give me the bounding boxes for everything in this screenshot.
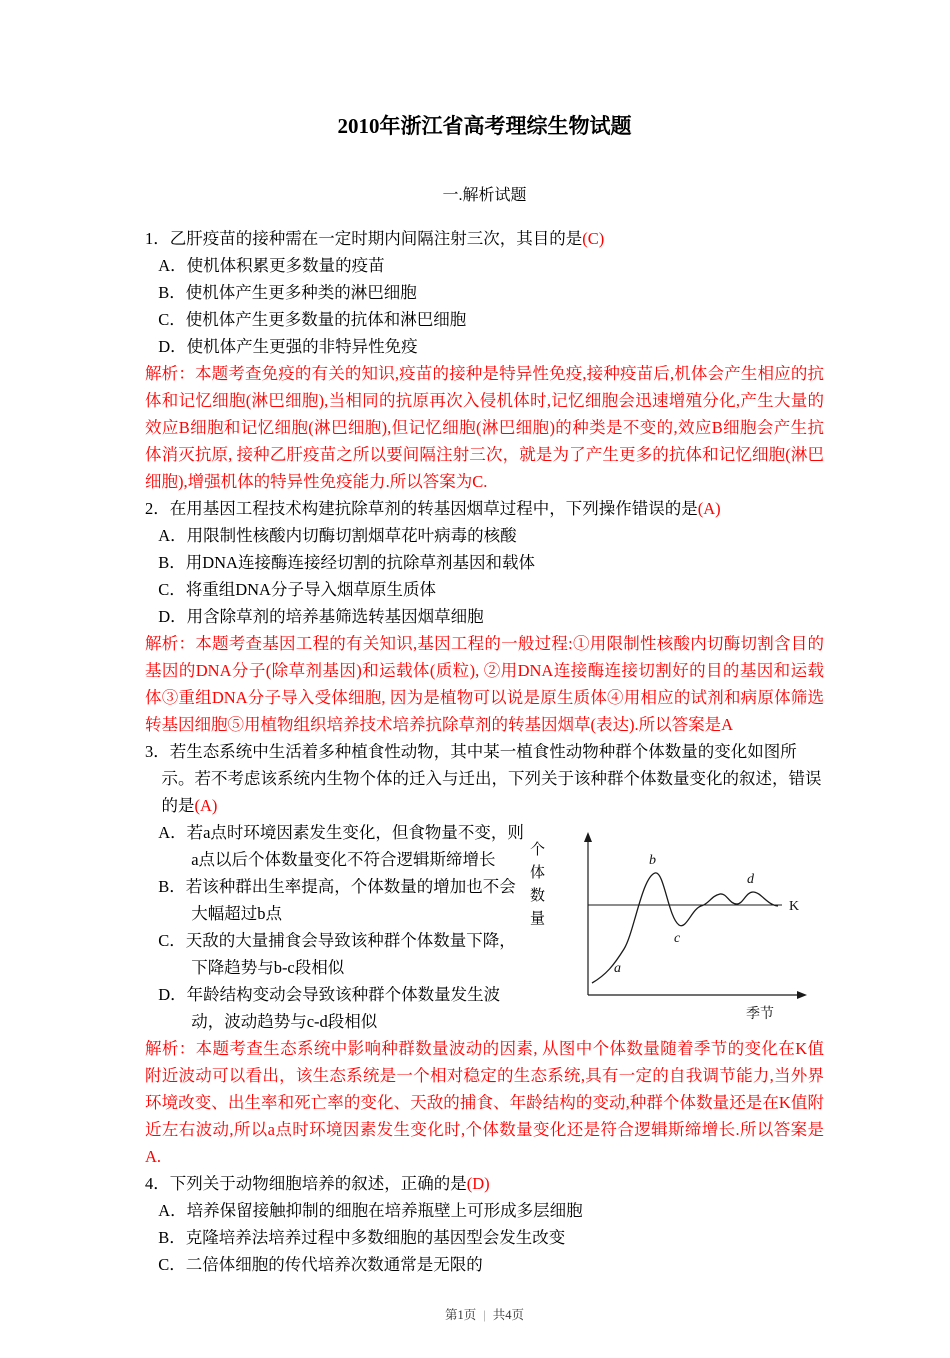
question-3-option-c: C．天敌的大量捕食会导致该种群个体数量下降，下降趋势与b-c段相似 xyxy=(158,931,516,977)
question-4-option-b: B．克隆培养法培养过程中多数细胞的基因型会发生改变 xyxy=(158,1228,566,1247)
section-heading: 一.解析试题 xyxy=(442,187,527,204)
question-4-option-a: A．培养保留接触抑制的细胞在培养瓶壁上可形成多层细胞 xyxy=(158,1201,583,1220)
question-2-analysis: 解析：本题考查基因工程的有关知识,基因工程的一般过程:①用限制性核酸内切酶切割含目的基因的DNA分子(除草剂基因)和运载体(质粒), ②用DNA连接酶连接切割好的目的基因和运载体③重组DNA分子导入受体细胞, 因为是植物可以说是原生质体④用相应的试剂和病原体筛选转基因细胞⑤用植物组织培养技术培养抗除草剂的转基因烟草(表达).所以答案是A xyxy=(145,634,824,734)
question-2-option-d: D．用含除草剂的培养基筛选转基因烟草细胞 xyxy=(158,607,484,626)
footer-page-number: 第1页 xyxy=(444,1308,477,1322)
question-1-answer: (C) xyxy=(582,229,605,248)
curve-point-d-label: d xyxy=(747,872,754,887)
question-3 xyxy=(145,738,824,1170)
question-2-answer: (A) xyxy=(697,499,721,518)
question-1-option-d: D．使机体产生更强的非特异性免疫 xyxy=(158,337,418,356)
footer-separator: | xyxy=(483,1308,486,1322)
question-2 xyxy=(145,495,824,738)
question-4-option-c: C．二倍体细胞的传代培养次数通常是无限的 xyxy=(158,1255,483,1274)
question-4-answer: (D) xyxy=(466,1174,490,1193)
figure-x-axis-label: 季节 xyxy=(746,1007,774,1022)
question-1-stem-text: 1．乙肝疫苗的接种需在一定时期内间隔注射三次，其目的是 xyxy=(145,229,583,248)
question-3-option-a: A．若a点时环境因素发生变化，但食物量不变，则a点以后个体数量变化不符合逻辑斯缔增长 xyxy=(158,823,524,869)
question-3-options xyxy=(145,819,524,1035)
question-3-analysis: 解析：本题考查生态系统中影响种群数量波动的因素, 从图中个体数量随着季节的变化在K值附近波动可以看出，该生态系统是一个相对稳定的生态系统,具有一定的自我调节能力,当外界环境改变、出生率和死亡率的变化、天敌的捕食、年龄结构的变动,种群个体数量还是在K值附近左右波动,所以a点时环境因素发生变化时,个体数量变化还是符合逻辑斯缔增长.所以答案是A. xyxy=(145,1039,824,1166)
population-chart xyxy=(548,825,820,1027)
question-1-stem xyxy=(145,225,824,252)
question-3-option-d: D．年龄结构变动会导致该种群个体数量发生波动，波动趋势与c-d段相似 xyxy=(158,985,501,1031)
page-footer xyxy=(145,1278,824,1324)
curve-point-c-label: c xyxy=(674,931,681,946)
y-axis-arrow-icon xyxy=(584,832,592,842)
question-1-option-a: A．使机体积累更多数量的疫苗 xyxy=(158,256,385,275)
question-4-stem-text: 4．下列关于动物细胞培养的叙述，正确的是 xyxy=(145,1174,467,1193)
footer-total-pages: 共4页 xyxy=(492,1308,525,1322)
question-2-option-c: C．将重组DNA分子导入烟草原生质体 xyxy=(158,580,436,599)
question-1-analysis: 解析：本题考查免疫的有关的知识,疫苗的接种是特异性免疫,接种疫苗后,机体会产生相应的抗体和记忆细胞(淋巴细胞),当相同的抗原再次入侵机体时,记忆细胞会迅速增殖分化,产生大量的效应B细胞和记忆细胞(淋巴细胞),但记忆细胞(淋巴细胞)的种类是不变的,效应B细胞会产生抗体消灭抗原, 接种乙肝疫苗之所以要间隔注射三次，就是为了产生更多的抗体和记忆细胞(淋巴细胞),增强机体的特异性免疫能力.所以答案为C. xyxy=(145,364,824,491)
k-line-label: K xyxy=(789,899,800,914)
curve-point-b-label: b xyxy=(649,853,656,868)
curve-point-a-label: a xyxy=(614,961,621,976)
question-1-option-c: C．使机体产生更多数量的抗体和淋巴细胞 xyxy=(158,310,467,329)
question-3-stem-text: 3．若生态系统中生活着多种植食性动物，其中某一植食性动物种群个体数量的变化如图所示。若不考虑该系统内生物个体的迁入与迁出，下列关于该种群个体数量变化的叙述，错误的是 xyxy=(145,742,822,815)
x-axis-arrow-icon xyxy=(797,991,807,999)
population-figure xyxy=(524,819,824,1027)
question-3-body xyxy=(145,819,824,1035)
page-title: 2010年浙江省高考理综生物试题 xyxy=(337,114,632,138)
question-1 xyxy=(145,225,824,495)
question-2-stem-text: 2．在用基因工程技术构建抗除草剂的转基因烟草过程中，下列操作错误的是 xyxy=(145,499,698,518)
question-4 xyxy=(145,1170,824,1278)
question-2-option-a: A．用限制性核酸内切酶切割烟草花叶病毒的核酸 xyxy=(158,526,517,545)
figure-y-axis-label: 个体数量 xyxy=(528,841,544,933)
question-3-option-b: B．若该种群出生率提高，个体数量的增加也不会大幅超过b点 xyxy=(158,877,516,923)
question-3-stem xyxy=(145,738,824,819)
question-2-option-b: B．用DNA连接酶连接经切割的抗除草剂基因和载体 xyxy=(158,553,535,572)
question-4-stem xyxy=(145,1170,824,1197)
question-3-answer: (A) xyxy=(194,796,218,815)
question-1-option-b: B．使机体产生更多种类的淋巴细胞 xyxy=(158,283,417,302)
question-2-stem xyxy=(145,495,824,522)
